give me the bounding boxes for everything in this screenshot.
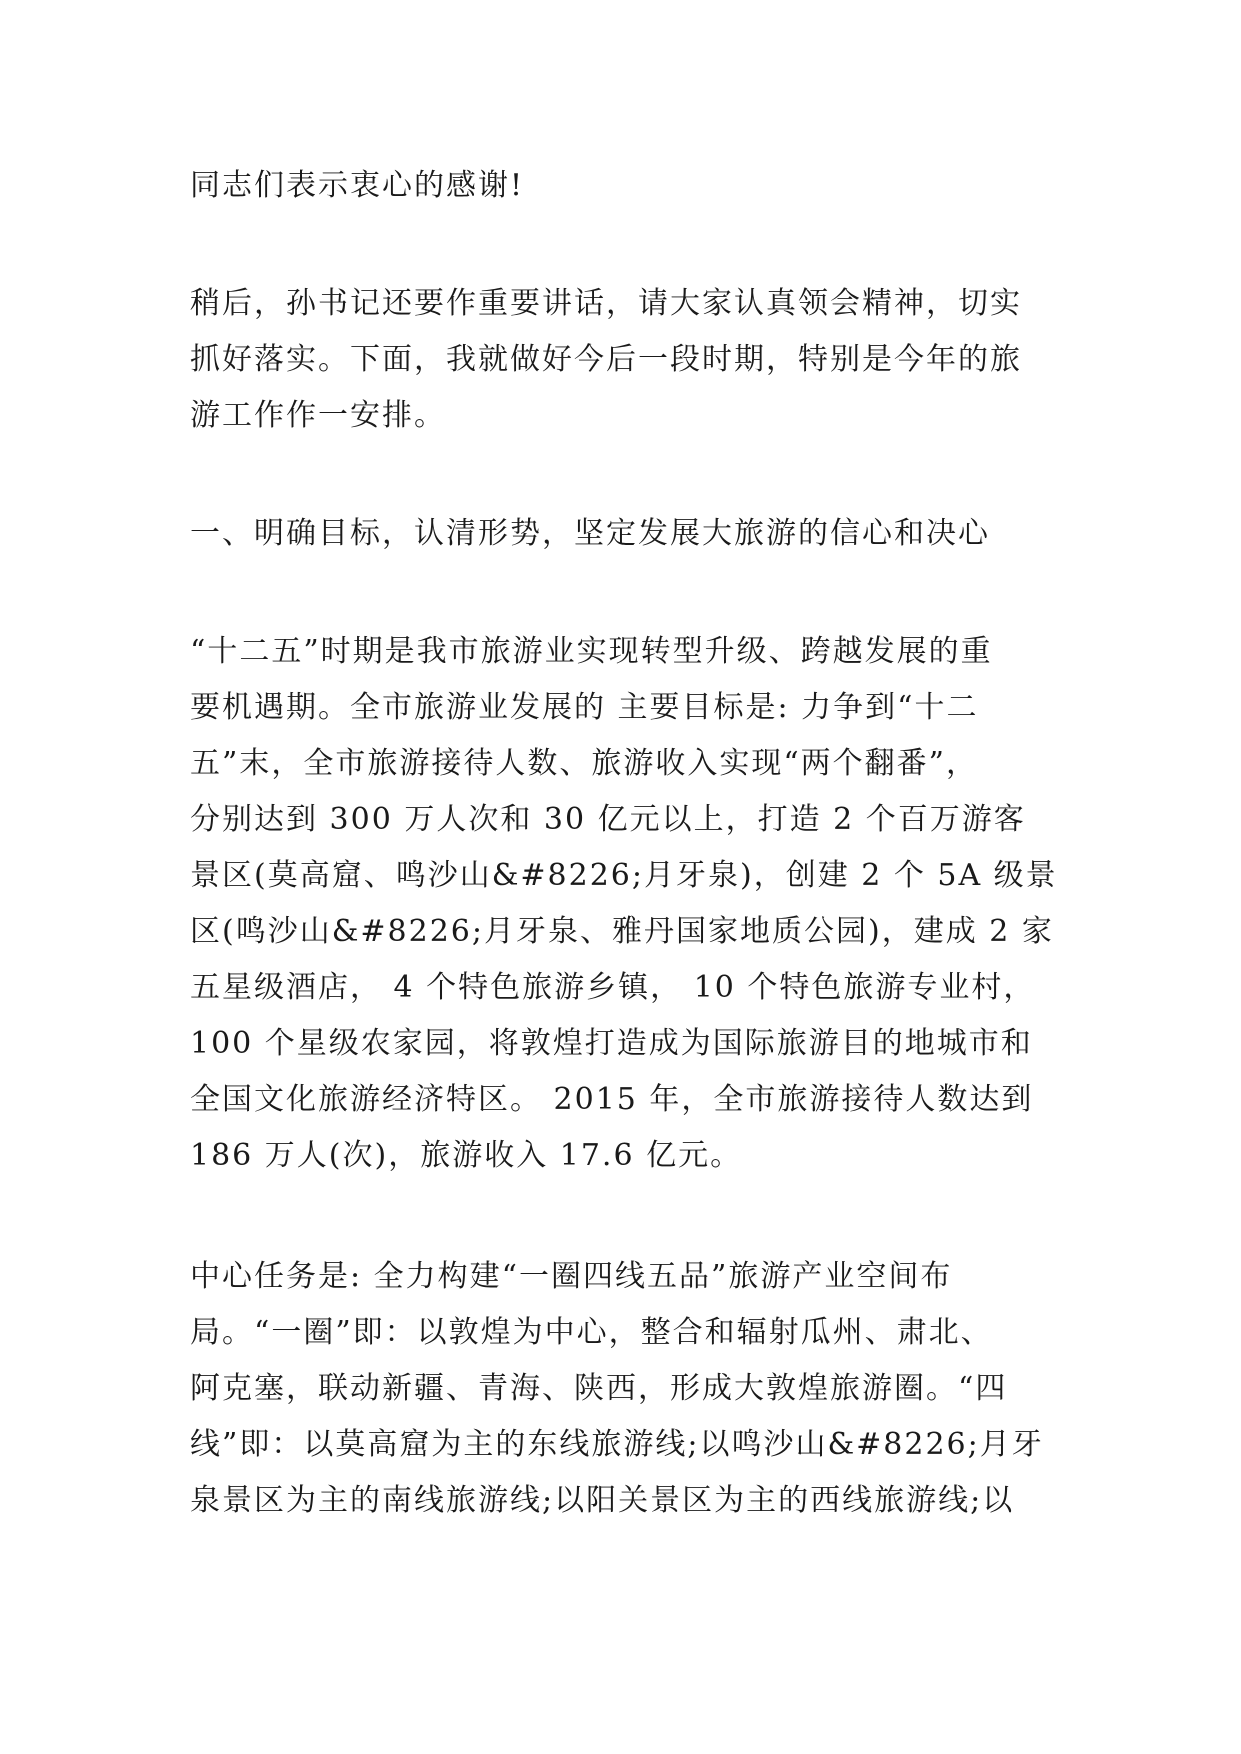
- text-line: 区(鸣沙山&#8226;月牙泉、雅丹国家地质公园)，建成 2 家: [190, 914, 1054, 949]
- paragraph-thanks: [190, 158, 1070, 214]
- text-line: 要机遇期。全市旅游业发展的 主要目标是: 力争到“十二: [190, 690, 979, 725]
- text-line: 线”即：以莫高窟为主的东线旅游线;以鸣沙山&#8226;月牙: [190, 1427, 1044, 1462]
- text-line: 泉景区为主的南线旅游线;以阳关景区为主的西线旅游线;以: [190, 1483, 1015, 1518]
- paragraph-central-tasks: [190, 1249, 1070, 1529]
- text-line: 景区(莫高窟、鸣沙山&#8226;月牙泉)，创建 2 个 5A 级景: [190, 858, 1058, 893]
- section-heading: [190, 506, 1070, 562]
- heading-line: 一、明确目标，认清形势，坚定发展大旅游的信心和决心: [190, 516, 990, 551]
- text-line: 186 万人(次)，旅游收入 17.6 亿元。: [190, 1138, 743, 1173]
- text-line: 五”末，全市旅游接待人数、旅游收入实现“两个翻番”，: [190, 746, 979, 781]
- text-line: 局。“一圈”即：以敦煌为中心，整合和辐射瓜州、肃北、: [190, 1315, 993, 1350]
- text-line: 全国文化旅游经济特区。 2015 年，全市旅游接待人数达到: [190, 1082, 1034, 1117]
- text-line: 100 个星级农家园，将敦煌打造成为国际旅游目的地城市和: [190, 1026, 1033, 1061]
- text-line: 同志们表示衷心的感谢!: [190, 168, 525, 203]
- text-line: 稍后，孙书记还要作重要讲话，请大家认真领会精神，切实: [190, 286, 1022, 321]
- text-line: “十二五”时期是我市旅游业实现转型升级、跨越发展的重: [190, 634, 993, 669]
- text-line: 阿克塞，联动新疆、青海、陕西，形成大敦煌旅游圈。“四: [190, 1371, 1008, 1406]
- paragraph-main-goals: [190, 624, 1070, 1184]
- paragraph-arrangement: [190, 276, 1070, 444]
- text-line: 中心任务是: 全力构建“一圈四线五品”旅游产业空间布: [190, 1259, 953, 1294]
- text-line: 抓好落实。下面，我就做好今后一段时期，特别是今年的旅: [190, 342, 1022, 377]
- text-line: 分别达到 300 万人次和 30 亿元以上，打造 2 个百万游客: [190, 802, 1026, 837]
- text-line: 游工作作一安排。: [190, 398, 446, 433]
- text-line: 五星级酒店， 4 个特色旅游乡镇， 10 个特色旅游专业村，: [190, 970, 1036, 1005]
